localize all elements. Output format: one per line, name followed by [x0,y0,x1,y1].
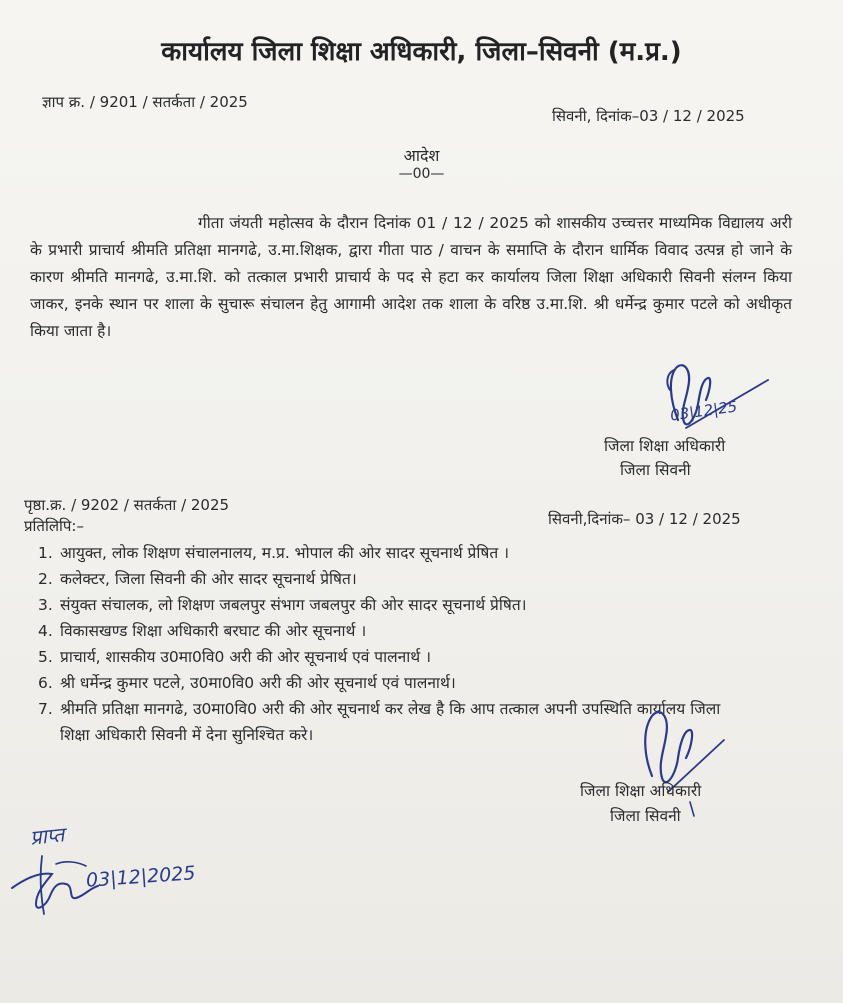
list-item-number: 4. [38,622,53,640]
list-item-number: 1. [38,544,53,562]
list-item-text: विकासखण्ड शिक्षा अधिकारी बरघाट की ओर सूचनार्थ । [60,622,367,640]
endorsement-reference-number: पृष्ठा.क्र. / 9202 / सतर्कता / 2025 [24,496,230,514]
list-item-text: संयुक्त संचालक, लो शिक्षण जबलपुर संभाग जबलपुर की ओर सादर सूचनार्थ प्रेषित। [60,596,527,614]
order-heading-divider: —00— [398,166,445,182]
received-date: 03|12|2025 [85,862,197,892]
list-item-text: कलेक्टर, जिला सिवनी की ओर सादर सूचनार्थ प्रेषित। [60,570,357,588]
order-heading: आदेश [403,146,440,165]
list-item [38,670,738,696]
list-item-number: 7. [38,700,53,718]
issue-place-date: सिवनी, दिनांक–03 / 12 / 2025 [552,107,745,125]
list-item [38,592,738,618]
copy-to-label: प्रतिलिपि:– [24,517,84,535]
list-item-text: श्री धर्मेन्द्र कुमार पटले, उ0मा0वि0 अरी की ओर सूचनार्थ एवं पालनार्थ। [60,674,456,692]
order-paragraph: गीता जंयती महोत्सव के दौरान दिनांक 01 / 12 / 2025 को शासकीय उच्चत्तर माध्यमिक विद्यालय अरी के प्रभारी प्राचार्य श्रीमति प्रतिक्षा मानगढे, उ.मा.शिक्षक, द्वारा गीता पाठ / वाचन के समाप्ति के दौरान धार्मिक विवाद उत्पन्न हो जाने के कारण श्रीमति मानगढे, उ.मा.शि. को तत्काल प्रभारी प्राचार्य के पद से हटा कर कार्यालय जिला शिक्षा अधिकारी सिवनी संलग्न किया जाकर, इनके स्थान पर शाला के सुचारू संचालन हेतु आगामी आदेश तक शाला के वरिष्ठ उ.मा.शि. श्री धर्मेन्द्र कुमार पटले को अधीकृत किया जाता है। [30,214,792,340]
list-item [38,644,738,670]
list-item-number: 6. [38,674,53,692]
signatory-2-designation: जिला शिक्षा अधिकारी [580,782,702,800]
list-item-text: प्राचार्य, शासकीय उ0मा0वि0 अरी की ओर सूचनार्थ एवं पालनार्थ । [60,648,431,666]
signatory-2-office: जिला सिवनी [610,807,681,825]
list-item-number: 3. [38,596,53,614]
list-item-number: 2. [38,570,53,588]
endorsement-place-date: सिवनी,दिनांक– 03 / 12 / 2025 [548,510,741,528]
signatory-1-designation: जिला शिक्षा अधिकारी [604,437,726,455]
list-item-number: 5. [38,648,53,666]
list-item [38,566,738,592]
list-item [38,618,738,644]
memo-reference-number: ज्ञाप क्र. / 9201 / सतर्कता / 2025 [42,93,248,111]
signature-1-date: 03|12|25 [669,397,739,425]
received-note: प्राप्त [28,822,66,850]
list-item-text: आयुक्त, लोक शिक्षण संचालनालय, म.प्र. भोपाल की ओर सादर सूचनार्थ प्रेषित । [60,544,509,562]
list-item [38,540,738,566]
signatory-1-office: जिला सिवनी [620,461,691,479]
office-title: कार्यालय जिला शिक्षा अधिकारी, जिला–सिवनी (म.प्र.) [161,37,682,67]
list-item-text: श्रीमति प्रतिक्षा मानगढे, उ0मा0वि0 अरी की ओर सूचनार्थ कर लेख है कि आप तत्काल अपनी उपस्थिति कार्यालय जिला शिक्षा अधिकारी सिवनी में देना सुनिश्चित करे। [60,700,721,744]
